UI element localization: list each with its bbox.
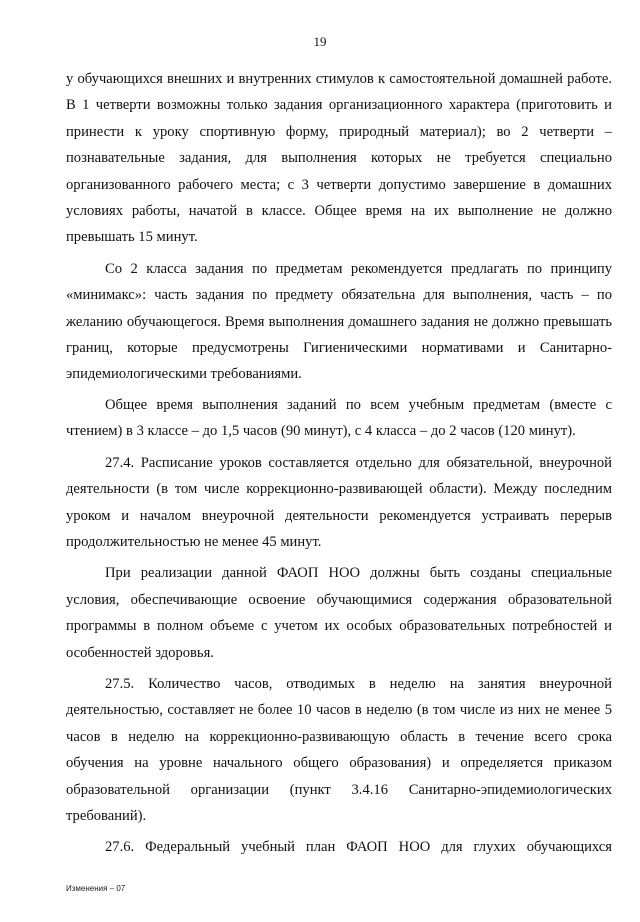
paragraph-27-5: 27.5. Количество часов, отводимых в неделю на занятия внеурочной деятельностью, составляет не более 10 часов в неделю (в том числе из них не менее 5 часов в неделю на коррекционно-развивающую область в течение всего срока обучения на уровне начального общего образования) и определяется приказом образовательной организации (пункт 3.4.16 Санитарно-эпидемиологических требований). (66, 675, 612, 824)
paragraph-minimax: Со 2 класса задания по предметам рекомендуется предлагать по принципу «минимакс»: часть задания по предмету обязательна для выполнения, часть – по желанию обучающегося. Время выполнения домашнего задания не должно превышать границ, которые предусмотрены Гигиеническими нормативами и Санитарно-эпидемиологическими требованиями. (66, 260, 612, 383)
paragraph-total-time: Общее время выполнения заданий по всем учебным предметам (вместе с чтением) в 3 классе – до 1,5 часов (90 минут), с 4 класса – до 2 часов (120 минут). (66, 396, 612, 440)
paragraph-special-conditions: При реализации данной ФАОП НОО должны быть созданы специальные условия, обеспечивающие освоение обучающимися содержания образовательной программы в полном объеме с учетом их особых образовательных потребностей и особенностей здоровья. (66, 565, 612, 661)
paragraph-27-6: 27.6. Федеральный учебный план ФАОП НОО для глухих обучающихся (105, 839, 612, 856)
page-number: 19 (313, 34, 327, 49)
paragraph-27-4: 27.4. Расписание уроков составляется отдельно для обязательной, внеурочной деятельности (в том числе коррекционно-развивающей области). Между последним уроком и началом внеурочной деятельности рекомендуется устраивать перерыв продолжительностью не менее 45 минут. (66, 454, 612, 550)
paragraph-homework-continuation: у обучающихся внешних и внутренних стимулов к самостоятельной домашней работе. В 1 четверти возможны только задания организационного характера (приготовить и принести к уроку спортивную форму, природный материал); во 2 четверти – познавательные задания, для выполнения которых не требуется специально организованного рабочего места; с 3 четверти допустимо завершение в домашних условиях работы, начатой в классе. Общее время на их выполнение не должно превышать 15 минут. (66, 71, 612, 246)
footer-note: Изменения – 07 (66, 884, 126, 893)
document-body (66, 66, 612, 861)
